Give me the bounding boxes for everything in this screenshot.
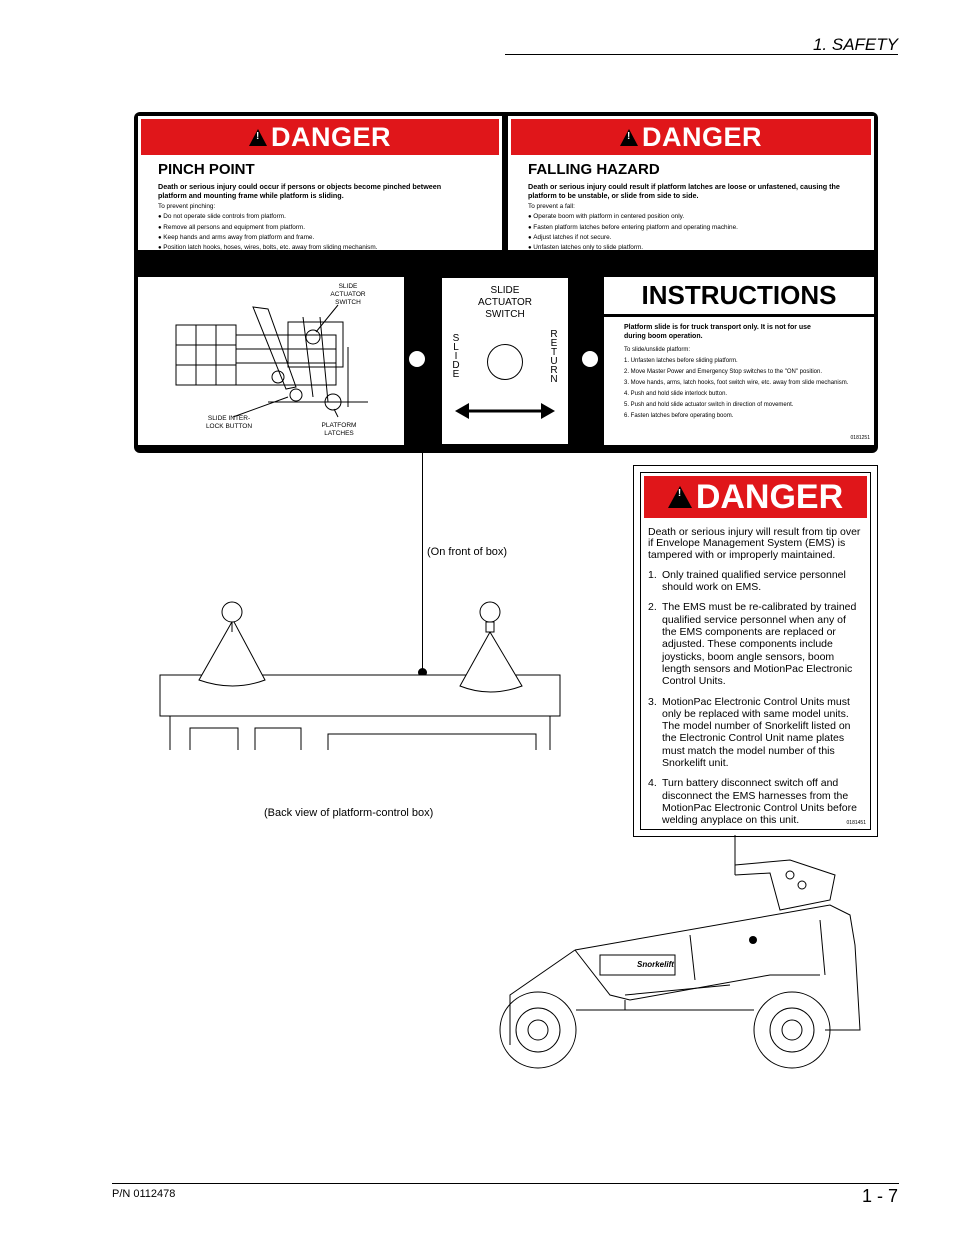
platform-control-box (155, 600, 575, 750)
ems-list (648, 569, 870, 827)
instructions-step: 5. Push and hold slide actuator switch in direction of movement. (624, 402, 794, 408)
machine-illustration (490, 835, 890, 1085)
pinch-item: ● Remove all persons and equipment from platform. (158, 223, 502, 233)
ems-lead: Death or serious injury will result from tip over if Envelope Management System (EMS) is tampered with or improperly maintained. (648, 526, 861, 561)
mounting-hole (582, 351, 598, 367)
list-item: 2. The EMS must be re-calibrated by trained qualified service personnel when any of the EMS components are replaced or adjusted. These components include joysticks, boom angle sensors, boom length sensors and MotionPac Electronic Control Units. (648, 601, 857, 688)
instructions-code: 0181251 (850, 435, 870, 441)
pinch-point-lead: Death or serious injury could occur if persons or objects become pinched between platform and mounting frame while platform is sliding. (158, 182, 442, 200)
falling-hazard-lead: Death or serious injury could result if platform latches are loose or unfastened, causing the platform to be unstable, or slide from side to side. (528, 182, 840, 200)
section-title: 1. SAFETY (812, 35, 898, 54)
slide-direction-label: S L I D E (452, 333, 460, 380)
pinch-item: ● Keep hands and arms away from platform and frame. (158, 233, 502, 243)
warning-triangle-icon (249, 129, 267, 146)
instructions-step: 1. Unfasten latches before sliding platform. (624, 358, 738, 364)
latches-label: PLATFORM LATCHES (321, 422, 357, 437)
ems-code: 0181451 (846, 820, 866, 826)
pinch-point-decal (138, 116, 502, 250)
platform-decal-panel (134, 112, 878, 453)
danger-banner: ! DANGER (141, 119, 499, 155)
machine-brand-label: Snorkelift (637, 960, 674, 969)
instructions-step: 4. Push and hold slide interlock button. (624, 391, 728, 397)
falling-item: ● Adjust latches if not secure. (528, 233, 874, 243)
instructions-title: INSTRUCTIONS (604, 277, 874, 317)
front-caption: (On front of box) (427, 546, 508, 558)
falling-item: ● Unfasten latches only to slide platform. (528, 243, 874, 253)
return-direction-label: R E T U R N (550, 329, 558, 385)
instructions-step: 6. Fasten latches before operating boom. (624, 413, 734, 419)
actuator-label: SLIDE ACTUATOR SWITCH (330, 283, 366, 306)
instructions-step: 2. Move Master Power and Emergency Stop switches to the "ON" position. (624, 369, 823, 375)
mounting-hole (409, 351, 425, 367)
warning-triangle-icon (620, 129, 638, 146)
falling-hazard-intro: To prevent a fall: (528, 203, 575, 210)
interlock-label: SLIDE INTER-LOCK BUTTON (205, 415, 253, 430)
page-number: 1 - 7 (861, 1186, 898, 1206)
pinch-item: ● Position latch hooks, hoses, wires, bolts, etc. away from sliding mechanism. (158, 243, 502, 253)
slide-mechanism-diagram (138, 277, 404, 445)
danger-banner: ! DANGER (511, 119, 871, 155)
pinch-item: ● Do not operate slide controls from platform. (158, 212, 502, 222)
pinch-point-intro: To prevent pinching: (158, 203, 216, 210)
instructions-step: 3. Move hands, arms, latch hooks, foot switch wire, etc. away from slide mechanism. (624, 380, 849, 386)
warning-triangle-icon (668, 486, 692, 508)
pinch-point-title: PINCH POINT (158, 161, 255, 178)
header-rule (505, 54, 898, 55)
part-number: P/N 0112478 (112, 1188, 176, 1200)
list-item: 1. Only trained qualified service personnel should work on EMS. (648, 568, 846, 594)
switch-button[interactable] (487, 344, 523, 380)
falling-item: ● Fasten platform latches before entering platform and operating machine. (528, 223, 874, 233)
bidirectional-arrow-icon (455, 401, 555, 421)
back-view-caption: (Back view of platform-control box) (264, 807, 434, 819)
danger-banner: ! DANGER (644, 476, 867, 518)
slide-switch-panel (442, 278, 568, 444)
falling-hazard-decal (508, 116, 874, 250)
instructions-decal (604, 277, 874, 445)
switch-panel-label: SLIDE ACTUATOR SWITCH (477, 285, 533, 320)
falling-hazard-title: FALLING HAZARD (528, 161, 660, 178)
footer-rule (112, 1183, 899, 1184)
falling-item: ● Operate boom with platform in centered position only. (528, 212, 874, 222)
instructions-intro: To slide/unslide platform: (624, 347, 691, 353)
list-item: 3. MotionPac Electronic Control Units must only be replaced with same model units. The model number of Snorkelift listed on the Electronic Control Unit name plates must match the model number of this Snorkelift unit. (648, 695, 851, 770)
ems-danger-decal (633, 465, 878, 837)
list-item: 4. Turn battery disconnect switch off and disconnect the EMS harnesses from the MotionPac Electronic Control Units before welding anyplace on this unit. (648, 777, 857, 827)
instructions-lead: Platform slide is for truck transport only. It is not for use during boom operation. (624, 324, 811, 340)
